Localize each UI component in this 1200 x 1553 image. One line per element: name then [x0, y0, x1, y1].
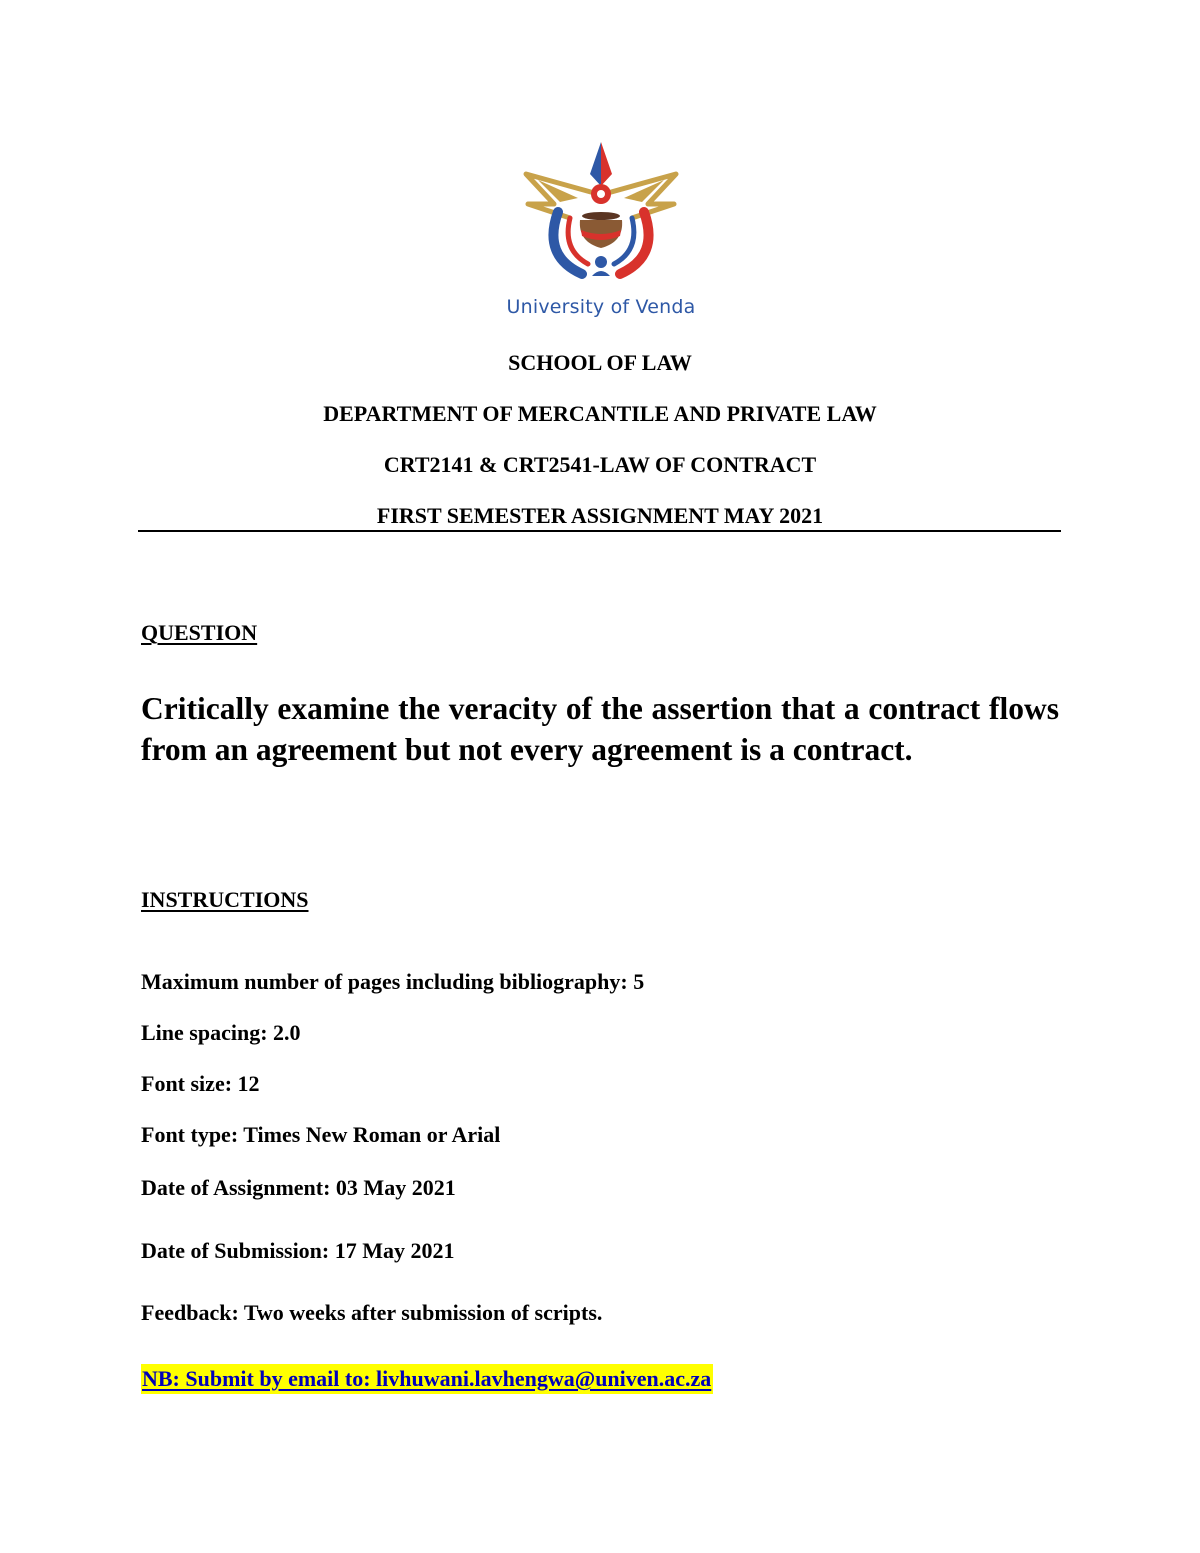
- question-text: Critically examine the veracity of the assertion that a contract flows from an agreement but not every agreement is a contract.: [141, 691, 1059, 767]
- instruction-date-submission: Date of Submission: 17 May 2021: [141, 1238, 455, 1263]
- instruction-font-type: Font type: Times New Roman or Arial: [141, 1122, 501, 1147]
- question-heading: QUESTION: [141, 620, 258, 645]
- department-title: DEPARTMENT OF MERCANTILE AND PRIVATE LAW: [323, 401, 877, 426]
- instruction-max-pages: Maximum number of pages including bibliography: 5: [141, 969, 645, 994]
- instructions-heading: INSTRUCTIONS: [141, 887, 309, 912]
- instruction-feedback: Feedback: Two weeks after submission of scripts.: [141, 1300, 603, 1325]
- university-crest-icon: [478, 138, 724, 296]
- course-title: CRT2141 & CRT2541-LAW OF CONTRACT: [383, 452, 817, 477]
- header-divider: [138, 530, 1061, 532]
- university-logo: [478, 138, 724, 328]
- logo-wordmark: University of Venda: [506, 296, 696, 318]
- instruction-font-size: Font size: 12: [141, 1071, 260, 1096]
- school-title: SCHOOL OF LAW: [508, 350, 692, 375]
- submission-email-note[interactable]: NB: Submit by email to: livhuwani.lavhengwa@univen.ac.za: [141, 1364, 713, 1394]
- instruction-line-spacing: Line spacing: 2.0: [141, 1020, 301, 1045]
- instruction-date-assignment: Date of Assignment: 03 May 2021: [141, 1175, 456, 1200]
- assignment-title: FIRST SEMESTER ASSIGNMENT MAY 2021: [376, 503, 824, 528]
